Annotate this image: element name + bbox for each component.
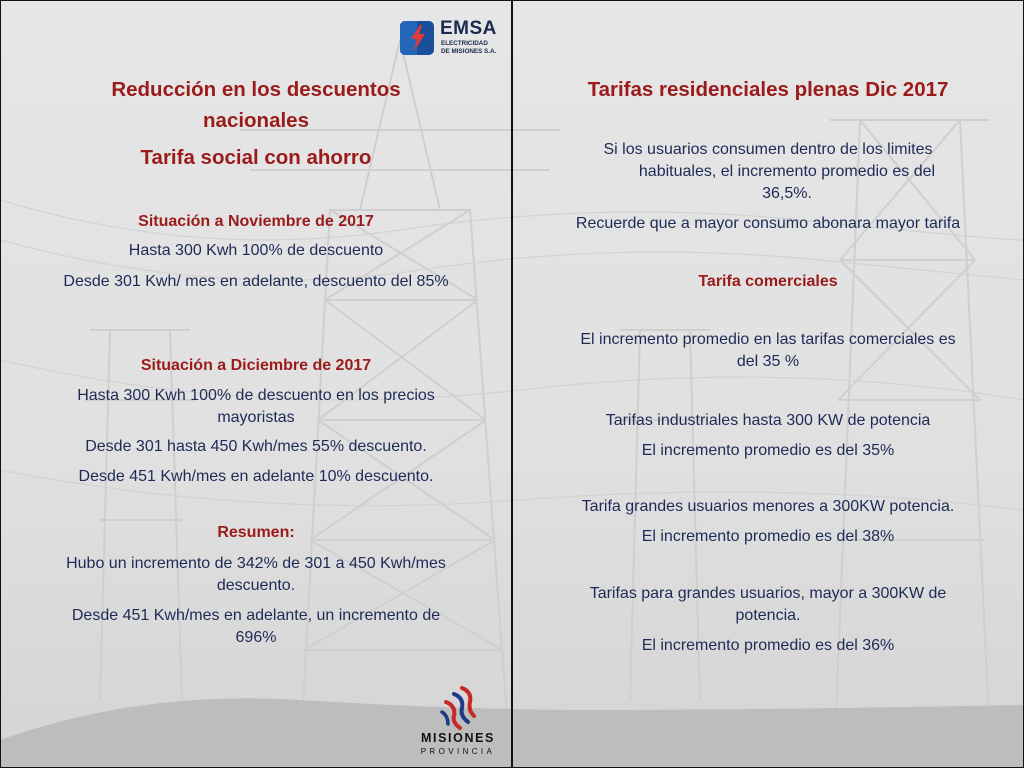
resumen-heading: Resumen: — [217, 524, 295, 541]
left-title-line1: Reducción en los descuentos — [111, 78, 401, 101]
right-para1-line1: Si los usuarios consumen dentro de los limites — [603, 141, 933, 158]
misiones-subtitle: PROVINCIA — [420, 747, 496, 756]
right-para1-line3: 36,5%. — [762, 185, 812, 202]
comercial-heading: Tarifa comerciales — [698, 273, 838, 290]
grandes-mayores-line2: potencia. — [735, 607, 801, 624]
dic-heading: Situación a Diciembre de 2017 — [140, 357, 372, 374]
dic-item-1-line1: Hasta 300 Kwh 100% de descuento en los precios — [77, 387, 435, 404]
resumen-item-1-line2: descuento. — [216, 577, 296, 594]
resumen-item-2-line1: Desde 451 Kwh/mes en adelante, un incremento de — [71, 607, 441, 624]
right-title: Tarifas residenciales plenas Dic 2017 — [587, 78, 949, 101]
right-para3-line1: El incremento promedio en las tarifas comerciales es — [580, 331, 956, 348]
industrial-line1: Tarifas industriales hasta 300 KW de potencia — [605, 412, 931, 429]
misiones-wordmark: MISIONES — [421, 731, 495, 745]
dic-item-2: Desde 301 hasta 450 Kwh/mes 55% descuento. — [85, 438, 427, 455]
nov-item-2: Desde 301 Kwh/ mes en adelante, descuento del 85% — [63, 273, 449, 290]
dic-item-3: Desde 451 Kwh/mes en adelante 10% descuento. — [78, 468, 434, 485]
emsa-subtitle-line1: ELECTRICIDAD — [441, 40, 488, 47]
emsa-subtitle — [441, 40, 507, 55]
left-title-line2: nacionales — [203, 109, 309, 132]
industrial-line2: El incremento promedio es del 35% — [641, 442, 895, 459]
nov-item-1: Hasta 300 Kwh 100% de descuento — [128, 242, 384, 259]
right-para3-line2: del 35 % — [736, 353, 800, 370]
lightning-bolt-icon — [409, 25, 427, 51]
resumen-item-2-line2: 696% — [235, 629, 277, 646]
emsa-wordmark: EMSA — [440, 18, 497, 39]
right-para2: Recuerde que a mayor consumo abonara mayor tarifa — [575, 215, 961, 232]
grandes-mayores-line3: El incremento promedio es del 36% — [641, 637, 895, 654]
nov-heading: Situación a Noviembre de 2017 — [138, 213, 374, 230]
left-subtitle: Tarifa social con ahorro — [140, 146, 372, 169]
resumen-item-1-line1: Hubo un incremento de 342% de 301 a 450 Kwh/mes — [66, 555, 446, 572]
emsa-logo — [400, 18, 506, 60]
grandes-menores-line2: El incremento promedio es del 38% — [641, 528, 895, 545]
emsa-badge-icon — [400, 21, 434, 55]
column-divider — [511, 0, 513, 768]
grandes-mayores-line1: Tarifas para grandes usuarios, mayor a 300KW de — [589, 585, 947, 602]
dic-item-1-line2: mayoristas — [217, 409, 295, 426]
misiones-logo — [410, 686, 510, 766]
right-para1-line2: habituales, el incremento promedio es del — [638, 163, 936, 180]
grandes-menores-line1: Tarifa grandes usuarios menores a 300KW potencia. — [581, 498, 955, 515]
misiones-flag-icon — [440, 686, 480, 730]
emsa-subtitle-line2: DE MISIONES S.A. — [441, 47, 497, 55]
